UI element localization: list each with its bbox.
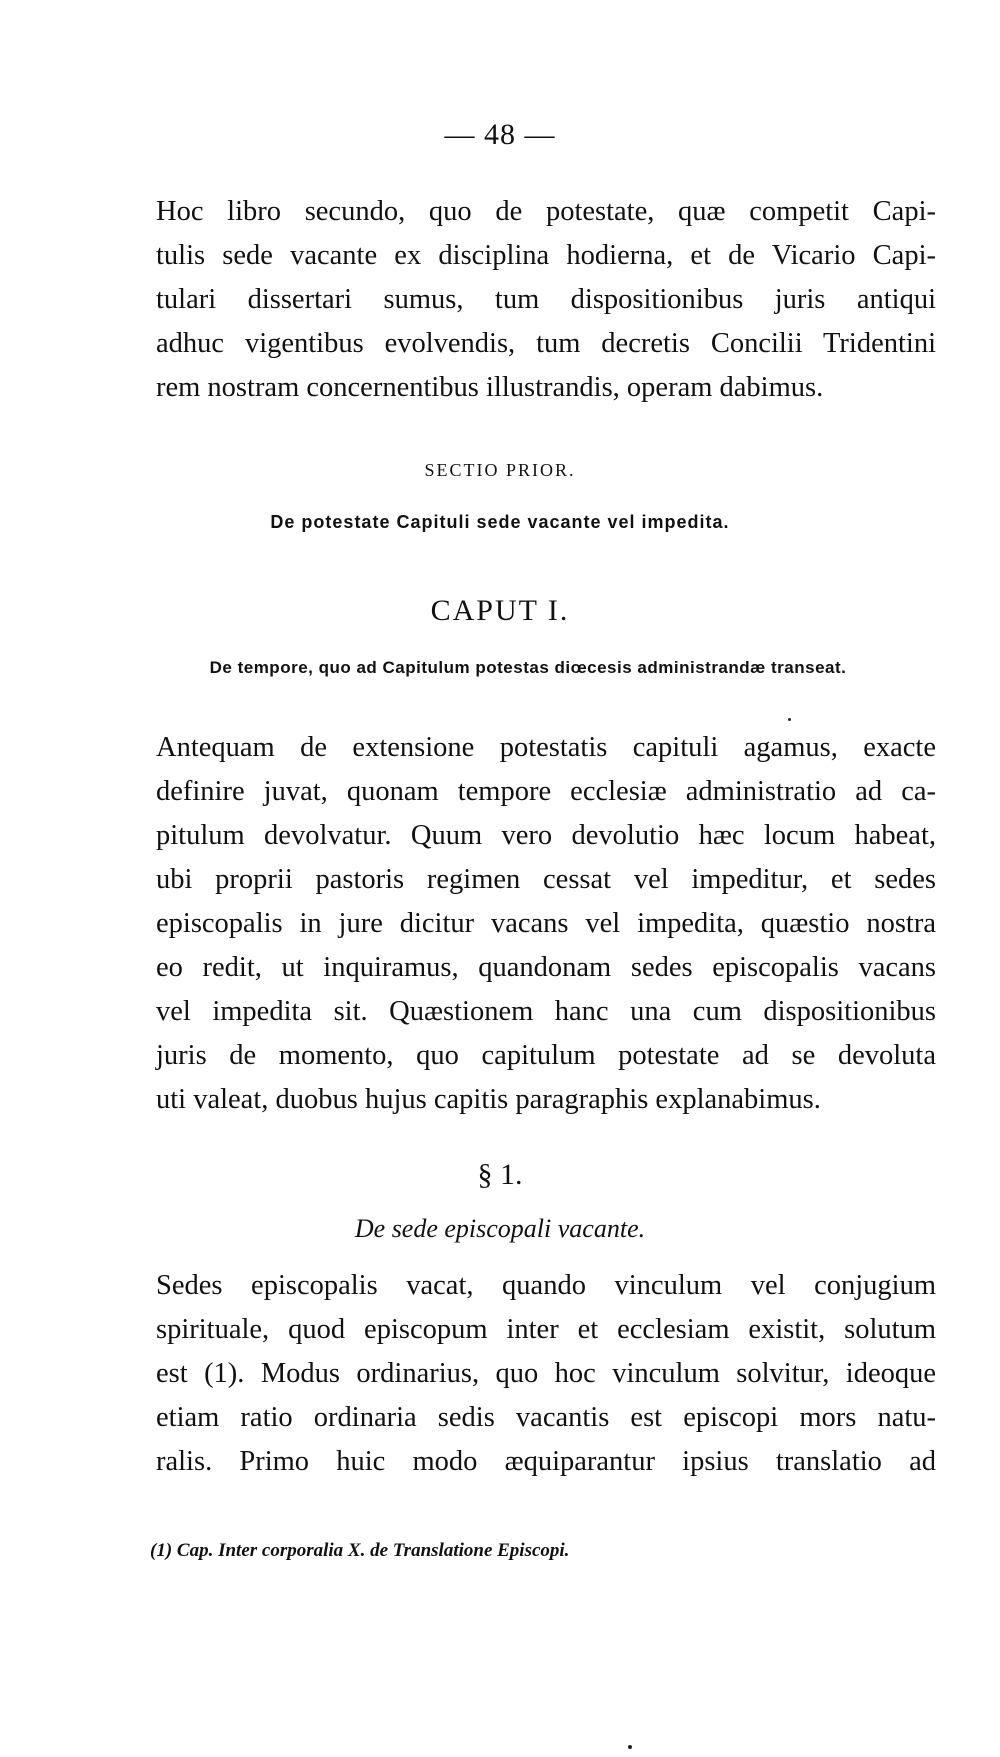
text-line: vel impedita sit. Quæstionem hanc una cum dispositionibus <box>156 996 936 1027</box>
text-line: est (1). Modus ordinarius, quo hoc vinculum solvitur, ideoque <box>156 1358 936 1389</box>
text-line: tulari dissertari sumus, tum dispositionibus juris antiqui <box>156 284 936 315</box>
text-line: juris de momento, quo capitulum potestate ad se devoluta <box>156 1040 936 1071</box>
text-line: eo redit, ut inquiramus, quandonam sedes episcopalis vacans <box>156 952 936 983</box>
section-subtitle: De potestate Capituli sede vacante vel impedita. <box>270 512 730 532</box>
page-number: — 48 — <box>444 118 556 151</box>
paragraph-title: De sede episcopali vacante. <box>354 1214 646 1243</box>
intro-paragraph <box>124 190 936 410</box>
text-line: definire juvat, quonam tempore ecclesiæ administratio ad ca- <box>156 776 936 807</box>
text-line: ralis. Primo huic modo æquiparantur ipsius translatio ad <box>156 1446 936 1477</box>
text-line: etiam ratio ordinaria sedis vacantis est episcopi mors natu- <box>156 1402 936 1433</box>
section-heading: SECTIO PRIOR. <box>424 460 576 480</box>
text-line: Antequam de extensione potestatis capituli agamus, exacte <box>156 732 936 763</box>
text-line: adhuc vigentibus evolvendis, tum decretis Concilii Tridentini <box>156 328 936 359</box>
text-line: episcopalis in jure dicitur vacans vel impedita, quæstio nostra <box>156 908 936 939</box>
text-line: tulis sede vacante ex disciplina hodierna, et de Vicario Capi- <box>156 240 936 271</box>
print-speck <box>628 1745 632 1749</box>
paragraph-1-text <box>124 1264 936 1484</box>
text-line: ubi proprii pastoris regimen cessat vel impeditur, et sedes <box>156 864 936 895</box>
print-speck <box>788 718 791 721</box>
chapter-paragraph <box>124 726 936 1122</box>
chapter-heading: CAPUT I. <box>430 594 570 627</box>
text-line: uti valeat, duobus hujus capitis paragraphis explanabimus. <box>156 1084 821 1115</box>
paragraph-mark: § 1. <box>477 1158 523 1191</box>
text-line: Hoc libro secundo, quo de potestate, quæ competit Capi- <box>156 196 936 227</box>
text-line: pitulum devolvatur. Quum vero devolutio hæc locum habeat, <box>156 820 936 851</box>
text-line: spirituale, quod episcopum inter et ecclesiam existit, solutum <box>156 1314 936 1345</box>
chapter-subtitle: De tempore, quo ad Capitulum potestas diœcesis administrandæ transeat. <box>209 658 847 677</box>
text-line: Sedes episcopalis vacat, quando vinculum vel conjugium <box>156 1270 936 1301</box>
text-line: rem nostram concernentibus illustrandis, operam dabimus. <box>156 372 824 403</box>
footnote: (1) Cap. Inter corporalia X. de Translatione Episcopi. <box>150 1540 570 1561</box>
